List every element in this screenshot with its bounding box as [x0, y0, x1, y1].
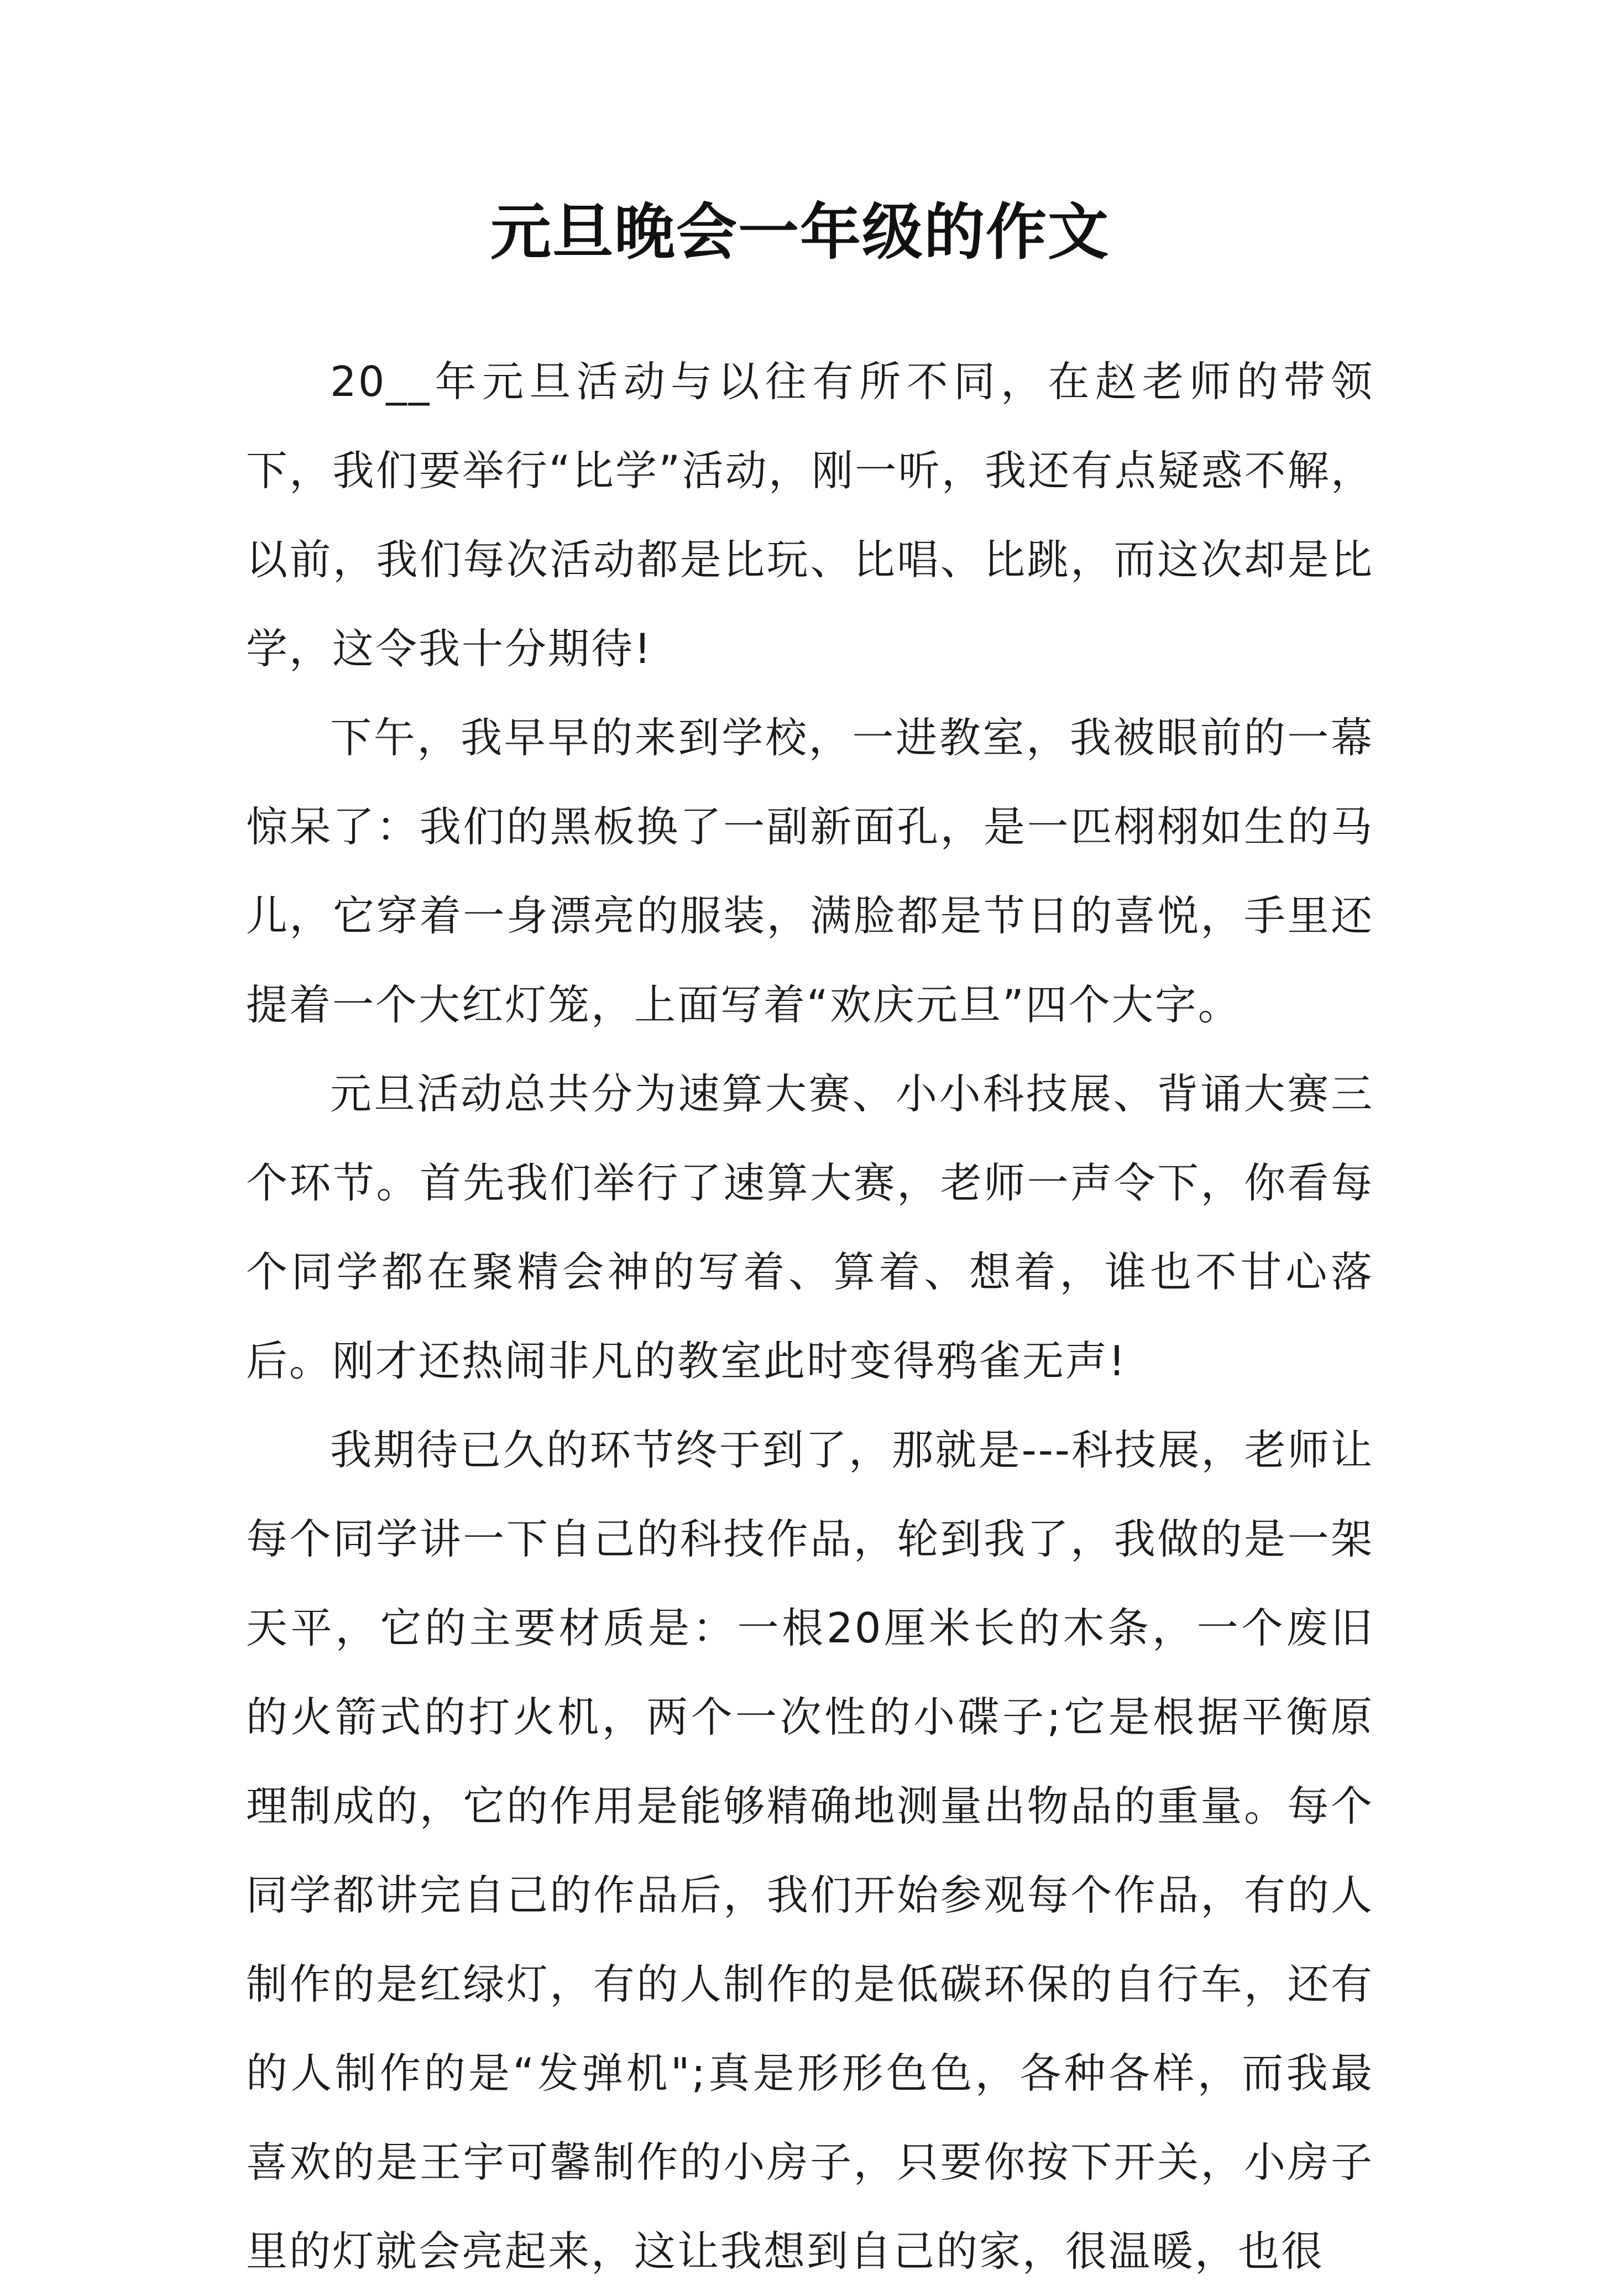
- document-title: 元旦晚会一年级的作文: [490, 196, 1110, 268]
- paragraph: 我期待已久的环节终于到了，那就是---科技展，老师让每个同学讲一下自己的科技作品，轮到我了，我做的是一架天平，它的主要材质是：一根20厘米长的木条，一个废旧的火箭式的打火机，两个一次性的小碟子;它是根据平衡原理制成的，它的作用是能够精确地测量出物品的重量。每个同学都讲完自己的作品后，我们开始参观每个作品，有的人制作的是红绿灯，有的人制作的是低碳环保的自行车，还有的人制作的是“发弹机";真是形形色色，各种各样，而我最喜欢的是王宇可馨制作的小房子，只要你按下开关，小房子里的灯就会亮起来，这让我想到自己的家，很温暖，也很: [246, 1426, 1374, 2276]
- document-body: [246, 337, 1374, 2296]
- paragraph: 元旦活动总共分为速算大赛、小小科技展、背诵大赛三个环节。首先我们举行了速算大赛，老师一声令下，你看每个同学都在聚精会神的写着、算着、想着，谁也不甘心落后。刚才还热闹非凡的教室此时变得鸦雀无声!: [246, 1069, 1374, 1385]
- paragraph: 下午，我早早的来到学校，一进教室，我被眼前的一幕惊呆了：我们的黑板换了一副新面孔，是一匹栩栩如生的马儿，它穿着一身漂亮的服装，满脸都是节日的喜悦，手里还提着一个大红灯笼，上面写着“欢庆元旦”四个大字。: [246, 713, 1374, 1029]
- paragraph: 20__年元旦活动与以往有所不同，在赵老师的带领下，我们要举行“比学”活动，刚一听，我还有点疑惑不解，以前，我们每次活动都是比玩、比唱、比跳，而这次却是比学，这令我十分期待!: [246, 357, 1374, 673]
